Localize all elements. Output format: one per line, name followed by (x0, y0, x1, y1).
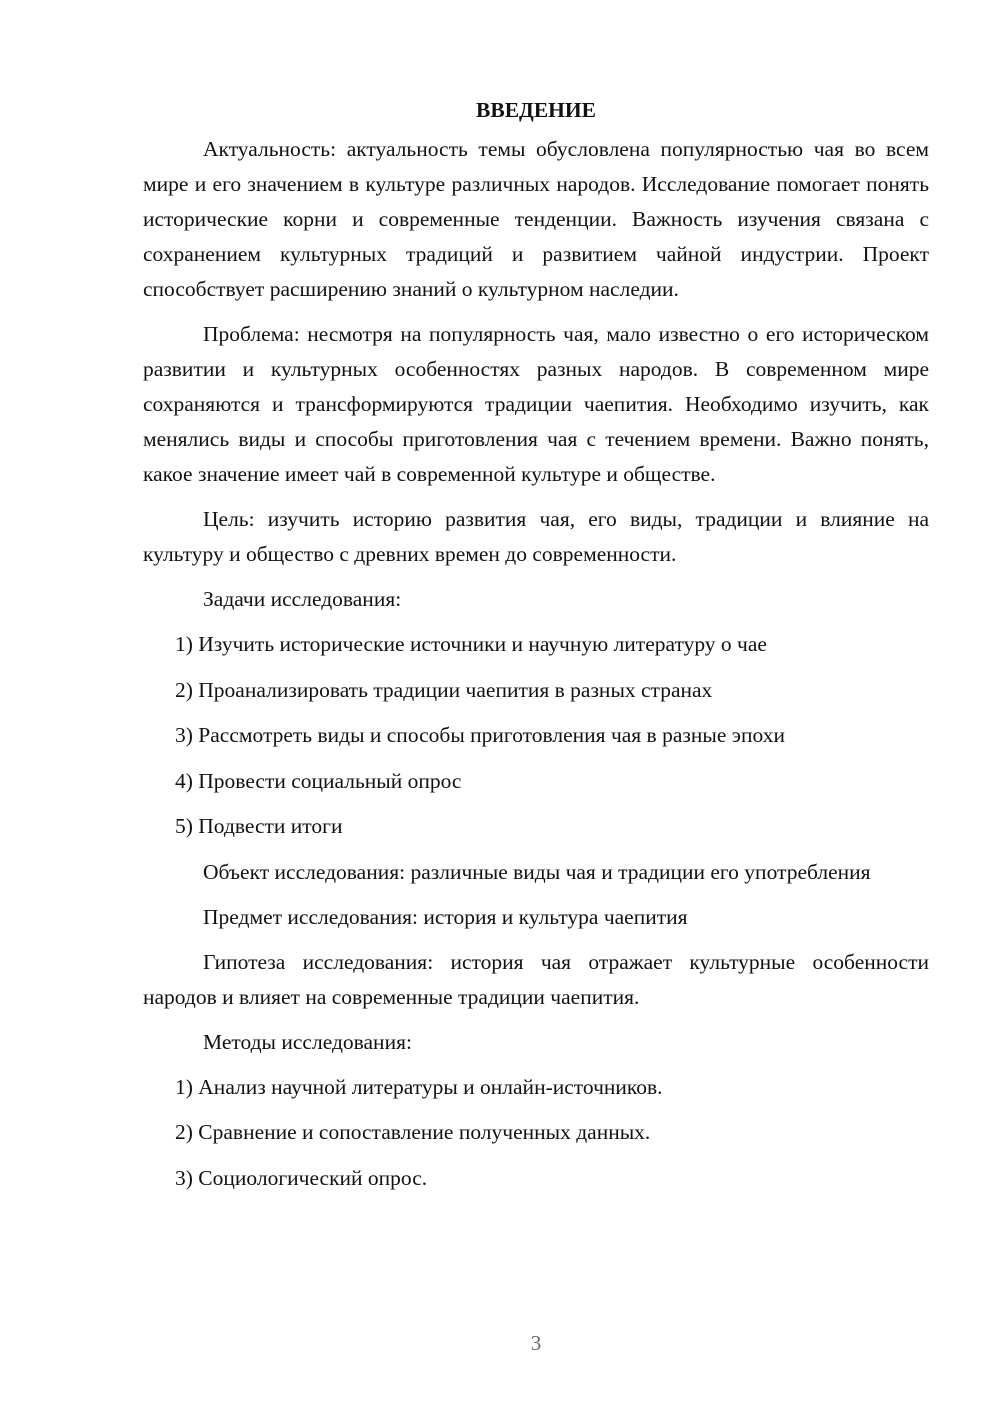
relevance-paragraph: Актуальность: актуальность темы обусловлена популярностью чая во всем мире и его значением в культуре различных народов. Исследование помогает понять исторические корни и современные тенденции. Важность изучения связана с сохранением культурных традиций и развитием чайной индустрии. Проект способствует расширению знаний о культурном наследии. (143, 137, 929, 301)
page-title: ВВЕДЕНИЕ (476, 98, 596, 122)
list-item: 5) Подвести итоги (175, 814, 343, 838)
object-paragraph: Объект исследования: различные виды чая и традиции его употребления (203, 859, 871, 884)
tasks-heading: Задачи исследования: (203, 587, 402, 611)
methods-list (143, 1070, 929, 1196)
goal-paragraph: Цель: изучить историю развития чая, его виды, традиции и влияние на культуру и общество с древних времен до современности. (143, 507, 929, 566)
tasks-list (143, 627, 929, 844)
list-item: 4) Провести социальный опрос (175, 768, 462, 793)
list-item: 2) Проанализировать традиции чаепития в разных странах (175, 677, 713, 702)
list-item: 3) Социологический опрос. (175, 1165, 428, 1190)
subject-paragraph: Предмет исследования: история и культура чаепития (203, 904, 688, 929)
list-item: 1) Анализ научной литературы и онлайн-источников. (175, 1074, 663, 1099)
list-item: 1) Изучить исторические источники и научную литературу о чае (175, 632, 767, 656)
list-item: 2) Сравнение и сопоставление полученных данных. (175, 1120, 651, 1144)
methods-heading: Методы исследования: (203, 1029, 412, 1054)
page-number: 3 (530, 1331, 542, 1355)
list-item: 3) Рассмотреть виды и способы приготовления чая в разные эпохи (175, 723, 785, 747)
document-page (143, 93, 929, 1206)
hypothesis-paragraph: Гипотеза исследования: история чая отражает культурные особенности народов и влияет на современные традиции чаепития. (143, 949, 929, 1009)
problem-paragraph: Проблема: несмотря на популярность чая, мало известно о его историческом развитии и культурных особенностях разных народов. В современном мире сохраняются и трансформируются традиции чаепития. Необходимо изучить, как менялись виды и способы приготовления чая с течением времени. Важно понять, какое значение имеет чай в современной культуре и обществе. (143, 322, 929, 486)
